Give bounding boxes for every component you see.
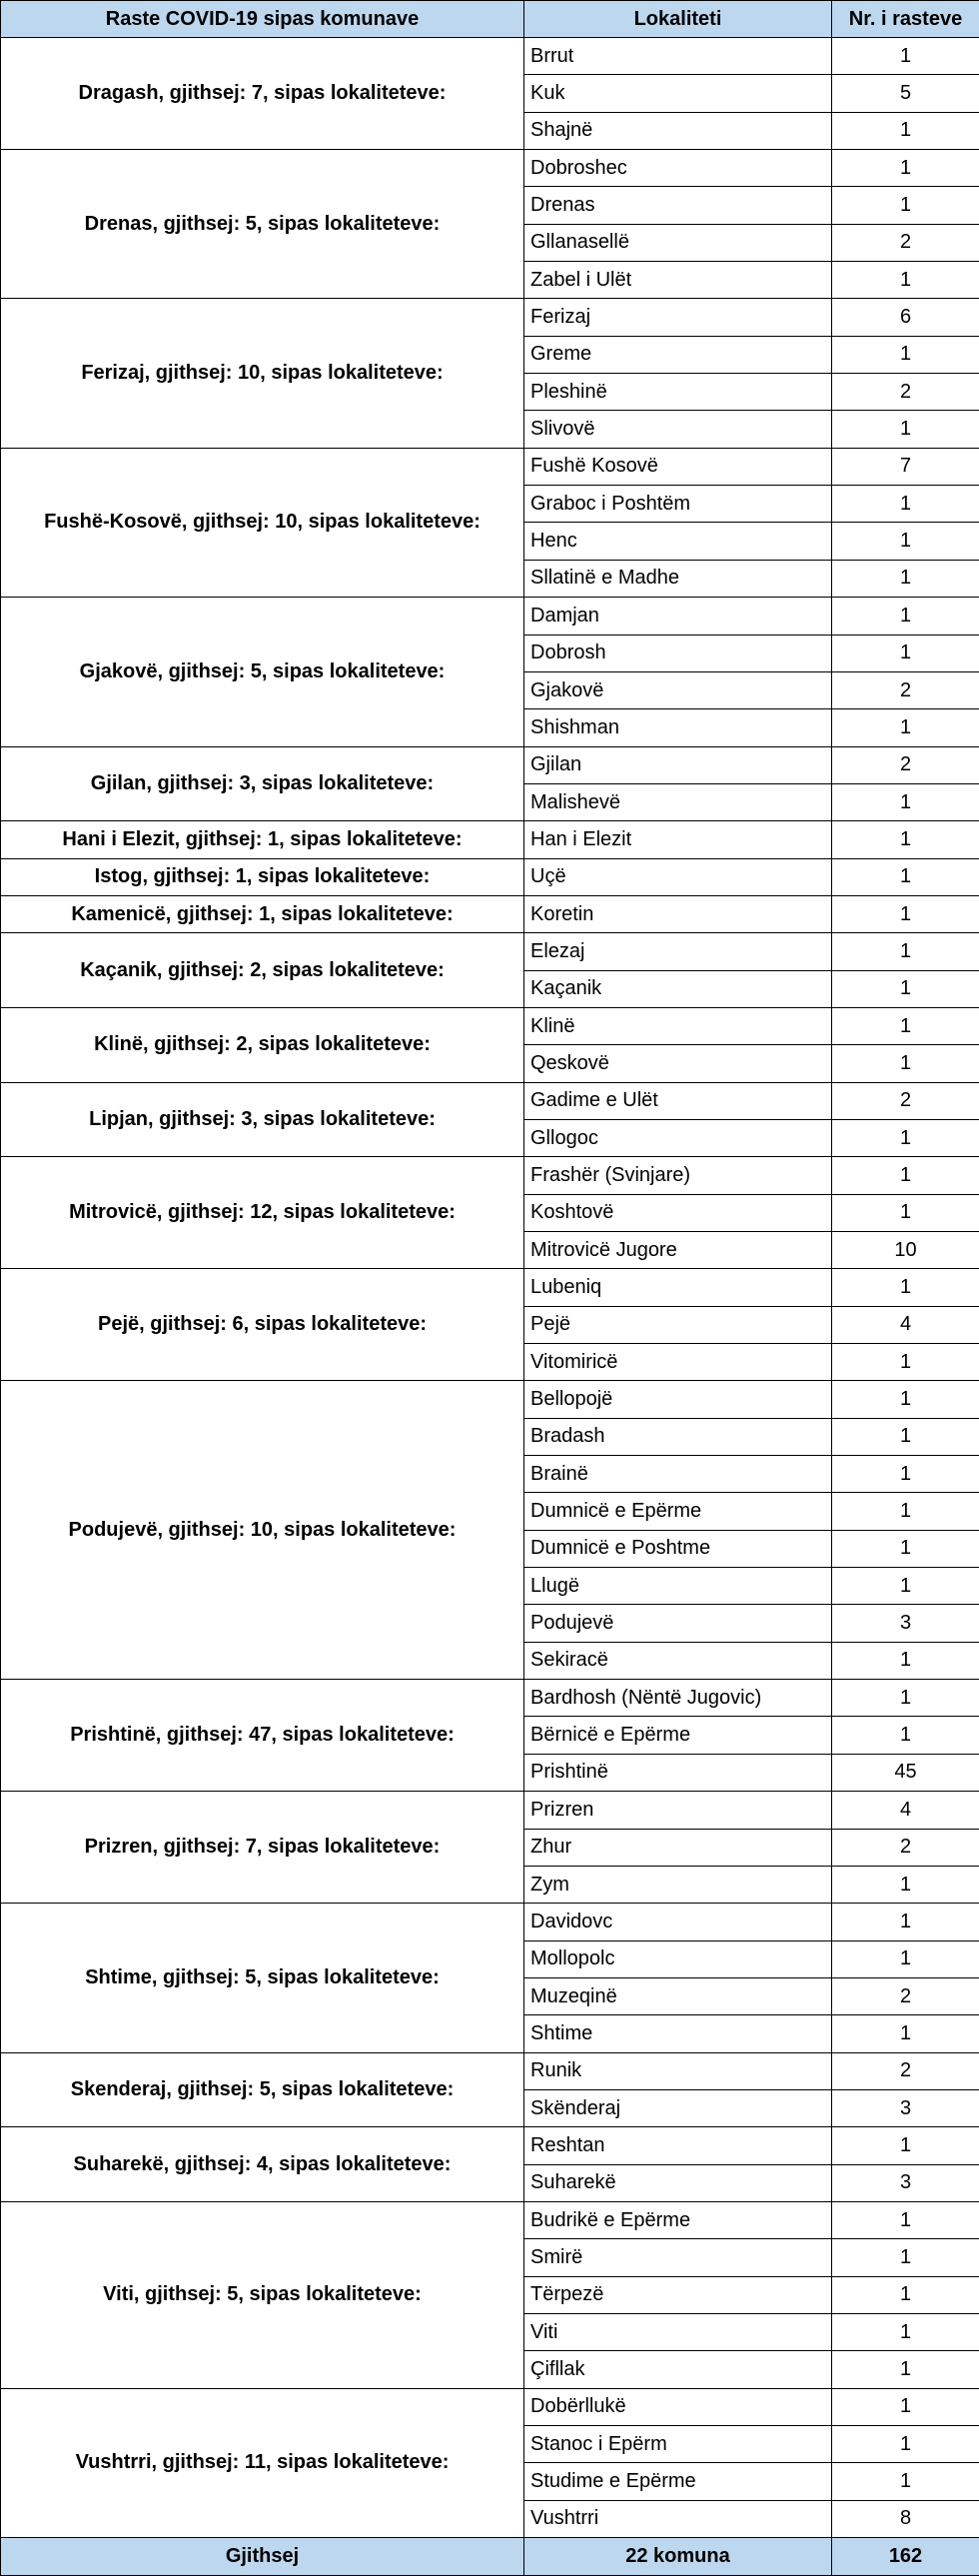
locality-cell: Dumnicë e Poshtme [524, 1530, 832, 1567]
locality-cell: Dumnicë e Epërme [524, 1493, 832, 1530]
cases-cell: 2 [832, 224, 979, 261]
locality-cell: Stanoc i Epërm [524, 2426, 832, 2463]
cases-cell: 3 [832, 2164, 979, 2201]
locality-cell: Dobërllukë [524, 2388, 832, 2425]
table-row [1, 2201, 979, 2238]
locality-cell: Suharekë [524, 2164, 832, 2201]
cases-cell: 6 [832, 299, 979, 336]
locality-cell: Uçë [524, 858, 832, 895]
table-row [1, 821, 979, 858]
header-cases: Nr. i rasteve [832, 1, 979, 38]
municipality-cell: Hani i Elezit, gjithsej: 1, sipas lokaliteteve: [1, 821, 524, 858]
locality-cell: Shishman [524, 709, 832, 746]
cases-cell: 1 [832, 858, 979, 895]
municipality-cell: Gjakovë, gjithsej: 5, sipas lokaliteteve: [1, 598, 524, 746]
cases-cell: 1 [832, 1493, 979, 1530]
locality-cell: Muzeqinë [524, 1977, 832, 2014]
cases-cell: 1 [832, 1568, 979, 1605]
cases-cell: 1 [832, 2239, 979, 2276]
cases-cell: 1 [832, 933, 979, 970]
cases-cell: 1 [832, 709, 979, 746]
table-row [1, 1269, 979, 1306]
cases-cell: 3 [832, 2089, 979, 2126]
table-row [1, 895, 979, 932]
locality-cell: Çifllak [524, 2351, 832, 2388]
locality-cell: Zhur [524, 1829, 832, 1866]
locality-cell: Gllanasellë [524, 224, 832, 261]
municipality-cell: Prizren, gjithsej: 7, sipas lokaliteteve: [1, 1792, 524, 1904]
cases-cell: 1 [832, 2015, 979, 2052]
cases-cell: 1 [832, 1269, 979, 1306]
cases-cell: 8 [832, 2500, 979, 2537]
locality-cell: Bellopojë [524, 1381, 832, 1418]
municipality-cell: Viti, gjithsej: 5, sipas lokaliteteve: [1, 2201, 524, 2388]
cases-cell: 2 [832, 2052, 979, 2089]
cases-cell: 1 [832, 187, 979, 224]
locality-cell: Prishtinë [524, 1754, 832, 1791]
locality-cell: Damjan [524, 598, 832, 635]
table-row [1, 2052, 979, 2089]
cases-cell: 2 [832, 671, 979, 708]
locality-cell: Sekiracë [524, 1642, 832, 1679]
locality-cell: Graboc i Poshtëm [524, 486, 832, 523]
cases-cell: 1 [832, 2313, 979, 2350]
cases-cell: 45 [832, 1754, 979, 1791]
header-row [1, 1, 979, 38]
table-body [1, 38, 979, 2538]
locality-cell: Gjilan [524, 746, 832, 783]
cases-cell: 5 [832, 75, 979, 112]
cases-cell: 1 [832, 2351, 979, 2388]
locality-cell: Vitomiricë [524, 1344, 832, 1381]
locality-cell: Kaçanik [524, 970, 832, 1007]
cases-cell: 1 [832, 411, 979, 448]
locality-cell: Budrikë e Epërme [524, 2201, 832, 2238]
locality-cell: Reshtan [524, 2127, 832, 2164]
cases-cell: 1 [832, 895, 979, 932]
locality-cell: Ferizaj [524, 299, 832, 336]
cases-cell: 1 [832, 1717, 979, 1754]
municipality-cell: Fushë-Kosovë, gjithsej: 10, sipas lokaliteteve: [1, 448, 524, 597]
locality-cell: Mollopolc [524, 1940, 832, 1977]
cases-cell: 1 [832, 970, 979, 1007]
table-row [1, 598, 979, 635]
cases-cell: 1 [832, 1045, 979, 1082]
municipality-cell: Klinë, gjithsej: 2, sipas lokaliteteve: [1, 1007, 524, 1082]
cases-cell: 10 [832, 1232, 979, 1269]
locality-cell: Henc [524, 523, 832, 560]
locality-cell: Slivovë [524, 411, 832, 448]
locality-cell: Klinë [524, 1007, 832, 1044]
locality-cell: Podujevë [524, 1605, 832, 1642]
cases-cell: 1 [832, 486, 979, 523]
table-row [1, 38, 979, 75]
cases-cell: 1 [832, 1642, 979, 1679]
locality-cell: Qeskovë [524, 1045, 832, 1082]
locality-cell: Frashër (Svinjare) [524, 1157, 832, 1194]
locality-cell: Brrut [524, 38, 832, 75]
municipality-cell: Kamenicë, gjithsej: 1, sipas lokaliteteve: [1, 895, 524, 932]
table-row [1, 746, 979, 783]
cases-cell: 1 [832, 262, 979, 299]
total-municipalities: 22 komuna [524, 2538, 832, 2576]
cases-cell: 1 [832, 1904, 979, 1940]
table-row [1, 299, 979, 336]
municipality-cell: Suharekë, gjithsej: 4, sipas lokaliteteve: [1, 2127, 524, 2202]
locality-cell: Llugë [524, 1568, 832, 1605]
cases-cell: 2 [832, 1977, 979, 2014]
locality-cell: Dobroshec [524, 150, 832, 187]
header-municipality: Raste COVID-19 sipas komunave [1, 1, 524, 38]
table-row [1, 1381, 979, 1418]
locality-cell: Bërnicë e Epërme [524, 1717, 832, 1754]
cases-cell: 1 [832, 2388, 979, 2425]
cases-cell: 1 [832, 112, 979, 149]
cases-cell: 7 [832, 448, 979, 485]
locality-cell: Dobrosh [524, 635, 832, 671]
cases-cell: 2 [832, 746, 979, 783]
locality-cell: Viti [524, 2313, 832, 2350]
table-row [1, 1007, 979, 1044]
municipality-cell: Podujevë, gjithsej: 10, sipas lokaliteteve: [1, 1381, 524, 1680]
locality-cell: Shtime [524, 2015, 832, 2052]
municipality-cell: Mitrovicë, gjithsej: 12, sipas lokaliteteve: [1, 1157, 524, 1269]
municipality-cell: Ferizaj, gjithsej: 10, sipas lokaliteteve: [1, 299, 524, 448]
cases-cell: 1 [832, 2201, 979, 2238]
table-row [1, 150, 979, 187]
locality-cell: Drenas [524, 187, 832, 224]
locality-cell: Fushë Kosovë [524, 448, 832, 485]
cases-cell: 1 [832, 783, 979, 820]
cases-cell: 2 [832, 1829, 979, 1866]
cases-cell: 4 [832, 1306, 979, 1343]
cases-cell: 1 [832, 1940, 979, 1977]
locality-cell: Prizren [524, 1792, 832, 1829]
table-row [1, 858, 979, 895]
table-row [1, 1082, 979, 1119]
cases-cell: 1 [832, 560, 979, 597]
locality-cell: Brainë [524, 1456, 832, 1493]
cases-cell: 1 [832, 2426, 979, 2463]
municipality-cell: Drenas, gjithsej: 5, sipas lokaliteteve: [1, 150, 524, 299]
cases-cell: 1 [832, 2463, 979, 2500]
locality-cell: Studime e Epërme [524, 2463, 832, 2500]
locality-cell: Davidovc [524, 1904, 832, 1940]
locality-cell: Bradash [524, 1418, 832, 1455]
municipality-cell: Dragash, gjithsej: 7, sipas lokaliteteve: [1, 38, 524, 150]
locality-cell: Sllatinë e Madhe [524, 560, 832, 597]
cases-cell: 4 [832, 1792, 979, 1829]
cases-cell: 1 [832, 2276, 979, 2313]
locality-cell: Gadime e Ulët [524, 1082, 832, 1119]
locality-cell: Han i Elezit [524, 821, 832, 858]
cases-cell: 1 [832, 598, 979, 635]
cases-cell: 2 [832, 1082, 979, 1119]
locality-cell: Bardhosh (Nëntë Jugovic) [524, 1680, 832, 1717]
table-row [1, 2388, 979, 2425]
cases-cell: 1 [832, 1381, 979, 1418]
locality-cell: Pejë [524, 1306, 832, 1343]
locality-cell: Lubeniq [524, 1269, 832, 1306]
cases-cell: 1 [832, 1530, 979, 1567]
locality-cell: Runik [524, 2052, 832, 2089]
cases-cell: 1 [832, 1007, 979, 1044]
table-row [1, 1680, 979, 1717]
cases-cell: 1 [832, 1194, 979, 1231]
municipality-cell: Shtime, gjithsej: 5, sipas lokaliteteve: [1, 1904, 524, 2052]
cases-cell: 2 [832, 374, 979, 411]
cases-cell: 1 [832, 1680, 979, 1717]
locality-cell: Gjakovë [524, 671, 832, 708]
table-row [1, 1157, 979, 1194]
locality-cell: Shajnë [524, 112, 832, 149]
table-row [1, 2127, 979, 2164]
cases-cell: 1 [832, 1157, 979, 1194]
cases-cell: 1 [832, 1119, 979, 1156]
cases-cell: 1 [832, 821, 979, 858]
cases-cell: 1 [832, 1866, 979, 1903]
municipality-cell: Istog, gjithsej: 1, sipas lokaliteteve: [1, 858, 524, 895]
locality-cell: Koretin [524, 895, 832, 932]
table-row [1, 1904, 979, 1940]
locality-cell: Skënderaj [524, 2089, 832, 2126]
municipality-cell: Gjilan, gjithsej: 3, sipas lokaliteteve: [1, 746, 524, 821]
locality-cell: Koshtovë [524, 1194, 832, 1231]
table-row [1, 448, 979, 485]
locality-cell: Pleshinë [524, 374, 832, 411]
municipality-cell: Vushtrri, gjithsej: 11, sipas lokaliteteve: [1, 2388, 524, 2537]
total-cases: 162 [832, 2538, 979, 2576]
locality-cell: Greme [524, 336, 832, 373]
locality-cell: Vushtrri [524, 2500, 832, 2537]
cases-cell: 1 [832, 2127, 979, 2164]
cases-cell: 3 [832, 1605, 979, 1642]
cases-cell: 1 [832, 1344, 979, 1381]
cases-cell: 1 [832, 1418, 979, 1455]
locality-cell: Zabel i Ulët [524, 262, 832, 299]
cases-cell: 1 [832, 635, 979, 671]
municipality-cell: Skenderaj, gjithsej: 5, sipas lokaliteteve: [1, 2052, 524, 2127]
locality-cell: Zym [524, 1866, 832, 1903]
cases-cell: 1 [832, 523, 979, 560]
total-label: Gjithsej [1, 2538, 524, 2576]
locality-cell: Elezaj [524, 933, 832, 970]
header-locality: Lokaliteti [524, 1, 832, 38]
cases-cell: 1 [832, 150, 979, 187]
locality-cell: Malishevë [524, 783, 832, 820]
cases-cell: 1 [832, 1456, 979, 1493]
municipality-cell: Pejë, gjithsej: 6, sipas lokaliteteve: [1, 1269, 524, 1381]
locality-cell: Kuk [524, 75, 832, 112]
table-row [1, 1792, 979, 1829]
cases-cell: 1 [832, 38, 979, 75]
municipality-cell: Kaçanik, gjithsej: 2, sipas lokaliteteve: [1, 933, 524, 1008]
locality-cell: Tërpezë [524, 2276, 832, 2313]
locality-cell: Smirë [524, 2239, 832, 2276]
table-row [1, 933, 979, 970]
locality-cell: Mitrovicë Jugore [524, 1232, 832, 1269]
cases-cell: 1 [832, 336, 979, 373]
municipality-cell: Prishtinë, gjithsej: 47, sipas lokaliteteve: [1, 1680, 524, 1792]
locality-cell: Gllogoc [524, 1119, 832, 1156]
municipality-cell: Lipjan, gjithsej: 3, sipas lokaliteteve: [1, 1082, 524, 1157]
total-row [1, 2538, 979, 2576]
